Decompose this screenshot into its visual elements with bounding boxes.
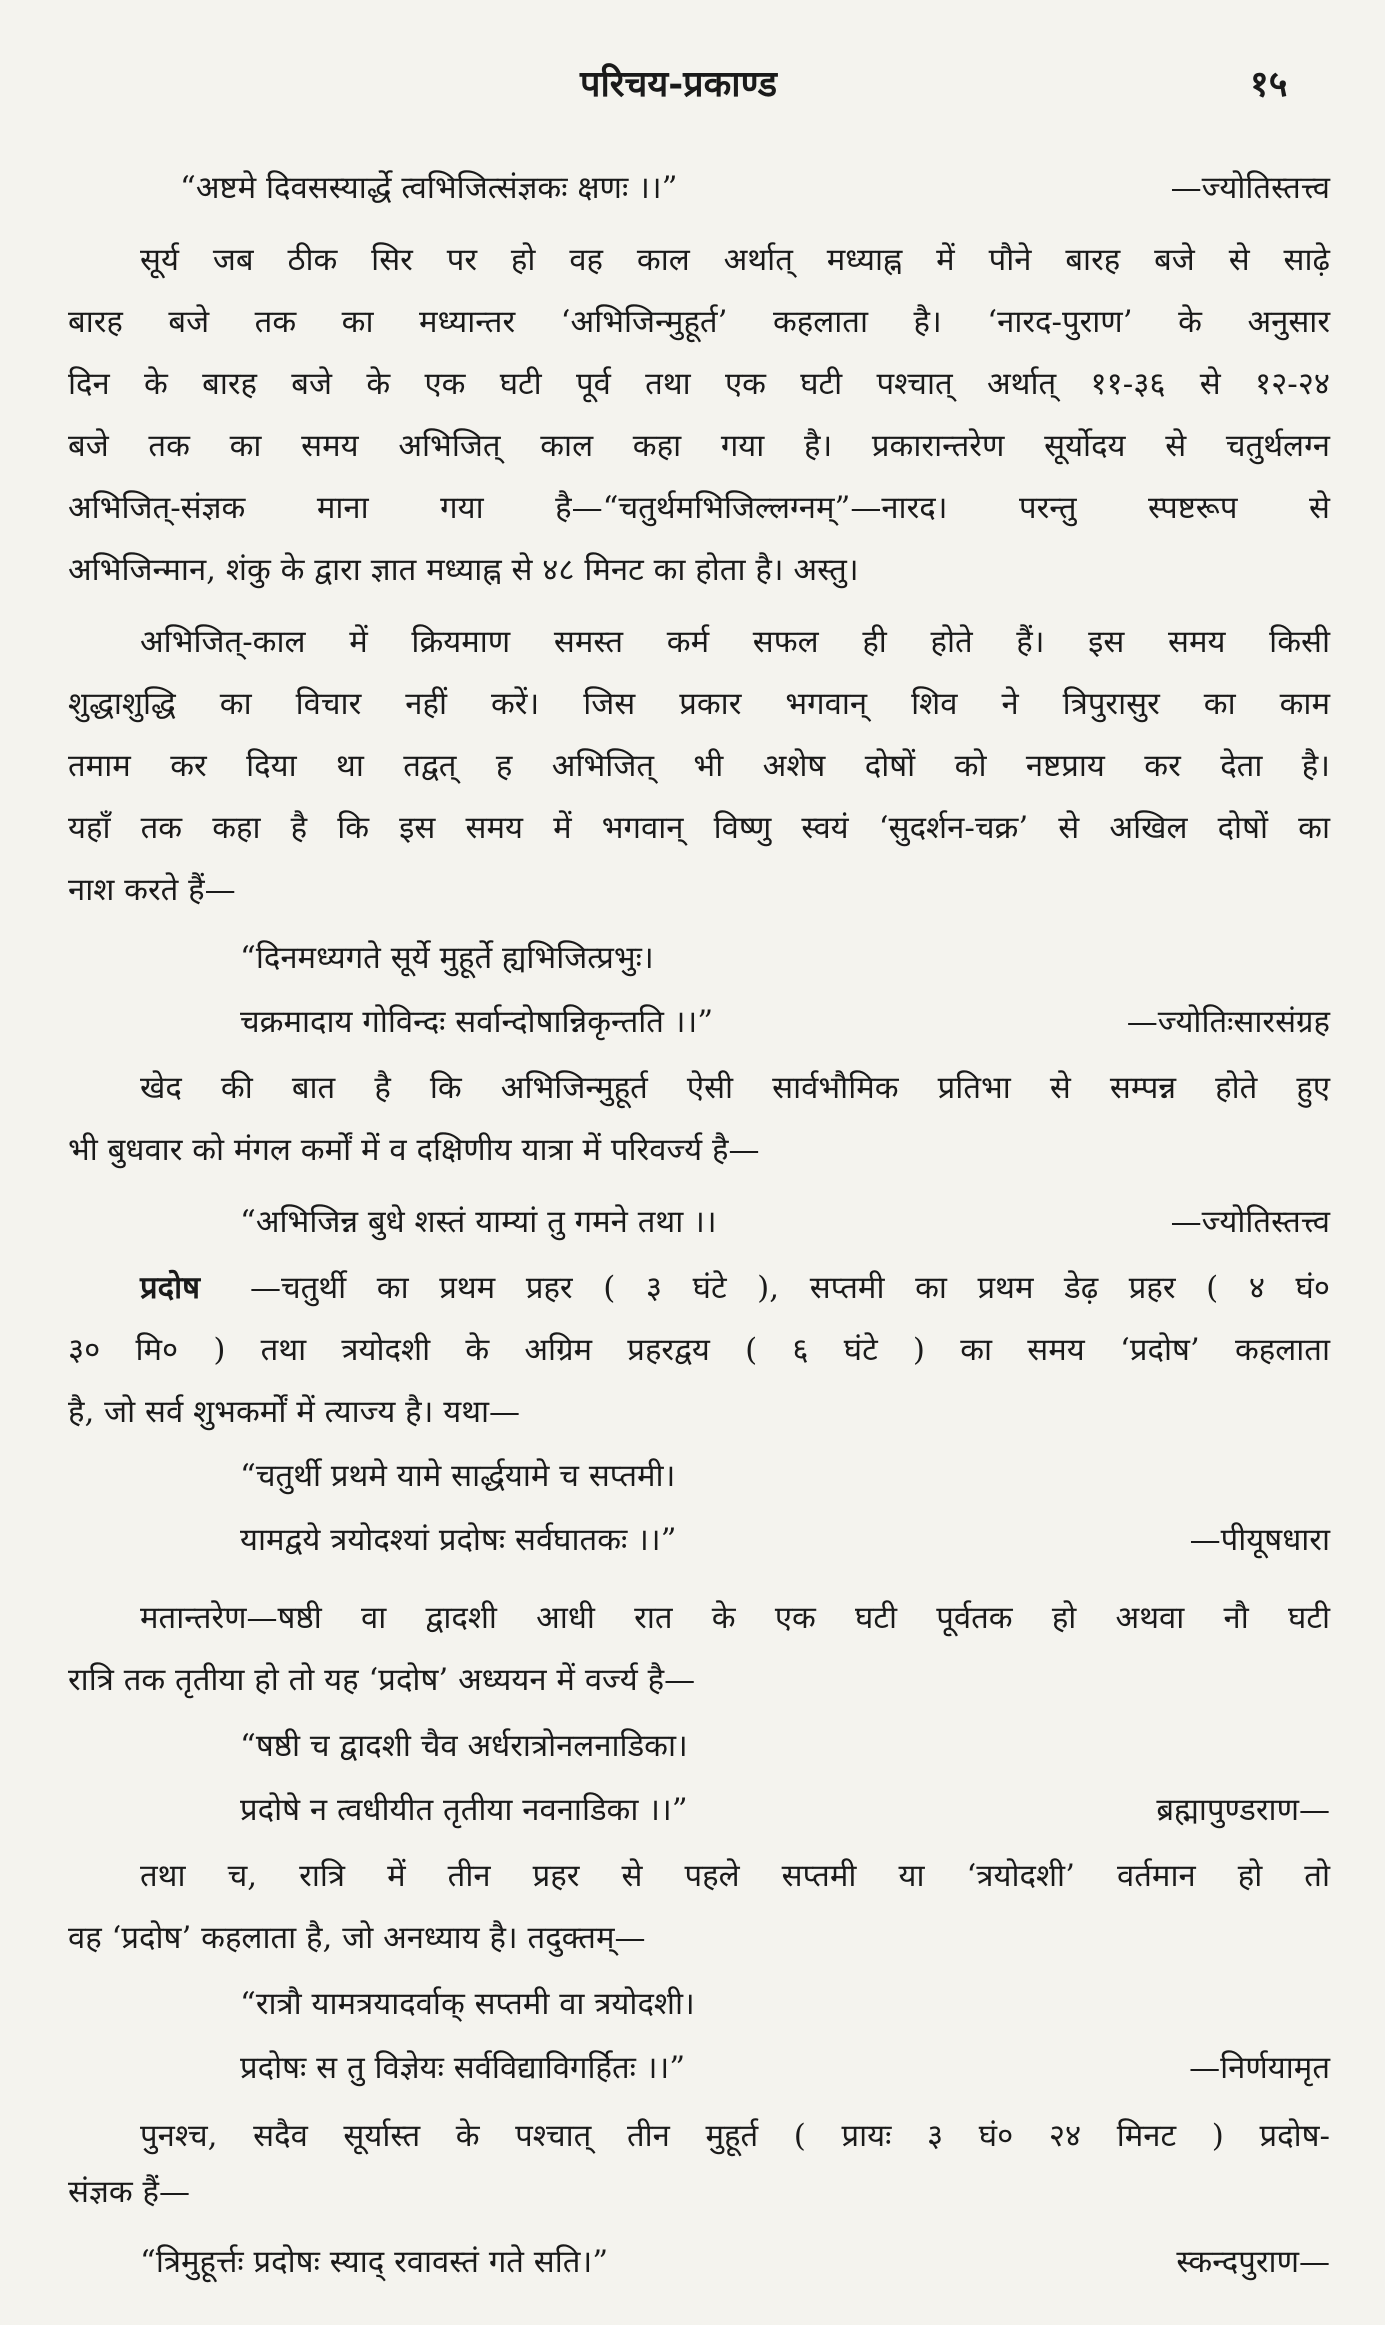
paragraph-line: सूर्य जब ठीक सिर पर हो वह काल अर्थात् मध्याह्न में पौने बारह बजे से साढ़े — [140, 242, 1330, 278]
paragraph-line: खेद की बात है कि अभिजिन्मुहूर्त ऐसी सार्वभौमिक प्रतिभा से सम्पन्न होते हुए — [140, 1070, 1330, 1106]
paragraph-line: दिन के बारह बजे के एक घटी पूर्व तथा एक घटी पश्चात् अर्थात् ११-३६ से १२-२४ — [68, 366, 1330, 402]
verse-source: —ज्योतिःसारसंग्रह — [1126, 1004, 1330, 1040]
paragraph-line: संज्ञक हैं— — [68, 2174, 190, 2210]
verse-line: “चतुर्थी प्रथमे यामे सार्द्धयामे च सप्तमी। — [240, 1458, 676, 1494]
paragraph-line: ३० मि० ) तथा त्रयोदशी के अग्रिम प्रहरद्वय ( ६ घंटे ) का समय ‘प्रदोष’ कहलाता — [68, 1332, 1330, 1368]
verse-source: —ज्योतिस्तत्त्व — [1170, 1204, 1330, 1240]
page-number: १५ — [1250, 63, 1288, 105]
paragraph-line: अभिजित्-संज्ञक माना गया है—“चतुर्थमभिजिल्लग्नम्”—नारद। परन्तु स्पष्टरूप से — [68, 490, 1330, 526]
verse-source: —ज्योतिस्तत्त्व — [1170, 170, 1330, 206]
verse-line: प्रदोषे न त्वधीयीत तृतीया नवनाडिका ।।” — [240, 1792, 688, 1828]
paragraph-line: अभिजित्-काल में क्रियमाण समस्त कर्म सफल ही होते हैं। इस समय किसी — [140, 624, 1330, 660]
section-heading: प्रदोष — [140, 1270, 201, 1306]
paragraph-line: तमाम कर दिया था तद्वत् ह अभिजित् भी अशेष दोषों को नष्टप्राय कर देता है। — [68, 748, 1330, 784]
verse-line: चक्रमादाय गोविन्दः सर्वान्दोषान्निकृन्तति ।।” — [240, 1004, 714, 1040]
paragraph-line: शुद्धाशुद्धि का विचार नहीं करें। जिस प्रकार भगवान् शिव ने त्रिपुरासुर का काम — [68, 686, 1330, 722]
verse-line: प्रदोषः स तु विज्ञेयः सर्वविद्याविगर्हितः ।।” — [240, 2050, 686, 2086]
paragraph-line: अभिजिन्मान, शंकु के द्वारा ज्ञात मध्याह्न से ४८ मिनट का होता है। अस्तु। — [68, 552, 859, 588]
verse-source: ब्रह्मापुण्डराण— — [1156, 1792, 1330, 1828]
paragraph-line: पुनश्च, सदैव सूर्यास्त के पश्चात् तीन मुहूर्त ( प्रायः ३ घं० २४ मिनट ) प्रदोष- — [140, 2118, 1330, 2154]
paragraph-line: बारह बजे तक का मध्यान्तर ‘अभिजिन्मुहूर्त’ कहलाता है। ‘नारद-पुराण’ के अनुसार — [68, 304, 1330, 340]
verse-source: स्कन्दपुराण— — [1176, 2244, 1330, 2280]
running-header: परिचय-प्रकाण्ड — [580, 63, 777, 105]
paragraph-line: वह ‘प्रदोष’ कहलाता है, जो अनध्याय है। तदुक्तम्— — [68, 1920, 646, 1956]
verse-line: “अभिजिन्न बुधे शस्तं याम्यां तु गमने तथा ।। — [240, 1204, 717, 1240]
verse-line: “त्रिमुहूर्त्तः प्रदोषः स्याद् रवावस्तं गते सति।” — [140, 2244, 609, 2280]
paragraph-line: रात्रि तक तृतीया हो तो यह ‘प्रदोष’ अध्ययन में वर्ज्य है— — [68, 1662, 696, 1698]
paragraph-line: नाश करते हैं— — [68, 872, 236, 908]
paragraph-line: है, जो सर्व शुभकर्मों में त्याज्य है। यथा— — [68, 1394, 521, 1430]
verse-source: —निर्णयामृत — [1189, 2050, 1330, 2086]
paragraph-line: मतान्तरेण—षष्ठी वा द्वादशी आधी रात के एक घटी पूर्वतक हो अथवा नौ घटी — [140, 1600, 1330, 1636]
paragraph-line: तथा च, रात्रि में तीन प्रहर से पहले सप्तमी या ‘त्रयोदशी’ वर्तमान हो तो — [140, 1858, 1330, 1894]
verse-line: “दिनमध्यगते सूर्ये मुहूर्ते ह्यभिजित्प्रभुः। — [240, 940, 654, 976]
verse-source: —पीयूषधारा — [1189, 1522, 1330, 1558]
verse-line: “रात्रौ यामत्रयादर्वाक् सप्तमी वा त्रयोदशी। — [240, 1986, 695, 2022]
paragraph-line: बजे तक का समय अभिजित् काल कहा गया है। प्रकारान्तरेण सूर्योदय से चतुर्थलग्न — [68, 428, 1330, 464]
verse-line: यामद्वये त्रयोदश्यां प्रदोषः सर्वघातकः ।।” — [240, 1522, 677, 1558]
paragraph-line: —चतुर्थी का प्रथम प्रहर ( ३ घंटे ), सप्तमी का प्रथम डेढ़ प्रहर ( ४ घं० — [250, 1270, 1330, 1306]
verse-line: “अष्टमे दिवसस्यार्द्धे त्वभिजित्संज्ञकः क्षणः ।।” — [180, 170, 678, 206]
verse-line: “षष्ठी च द्वादशी चैव अर्धरात्रोनलनाडिका। — [240, 1728, 688, 1764]
paragraph-line: भी बुधवार को मंगल कर्मों में व दक्षिणीय यात्रा में परिवर्ज्य है— — [68, 1132, 760, 1168]
paragraph-line: यहाँ तक कहा है कि इस समय में भगवान् विष्णु स्वयं ‘सुदर्शन-चक्र’ से अखिल दोषों का — [68, 810, 1330, 846]
